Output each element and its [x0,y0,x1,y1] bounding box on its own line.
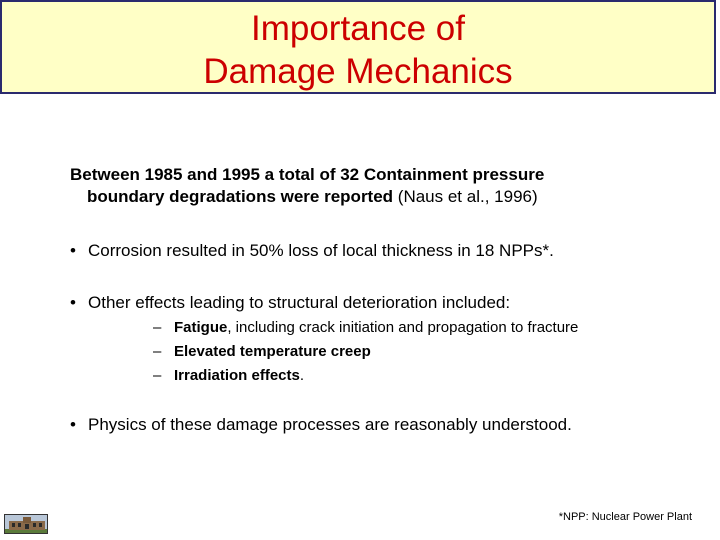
university-building-logo-icon [4,514,48,534]
title-line-2: Damage Mechanics [203,52,513,91]
footnote: *NPP: Nuclear Power Plant [558,511,692,523]
intro-line-2-bold: boundary degradations were reported [87,187,394,206]
bullet-glyph: • [70,415,76,434]
bullet-text: Corrosion resulted in 50% loss of local thickness in 18 NPPs*. [88,241,554,260]
dash-glyph: – [153,343,162,360]
sub-item-creep [153,342,371,362]
dash-glyph: – [153,319,162,336]
sub-item-bold: Elevated temperature creep [174,343,371,360]
title-banner [0,0,716,94]
intro-paragraph [70,164,670,208]
sub-item-bold: Fatigue [174,319,228,336]
intro-citation: (Naus et al., 1996) [393,187,538,206]
sub-item-rest: . [299,367,305,384]
sub-item-irradiation [153,366,304,386]
sub-item-rest: , including crack initiation and propagation to fracture [227,319,579,336]
bullet-glyph: • [70,293,76,312]
bullet-text: Physics of these damage processes are reasonably understood. [88,415,572,434]
intro-line-1: Between 1985 and 1995 a total of 32 Containment pressure [70,165,545,184]
bullet-text: Other effects leading to structural deterioration included: [88,293,511,312]
title-line-1: Importance of [251,9,465,48]
bullet-physics [70,414,710,436]
bullet-corrosion [70,240,710,262]
bullet-glyph: • [70,241,76,260]
bullet-other-effects [70,292,710,314]
sub-item-fatigue [153,318,578,338]
intro-line-2 [70,186,670,208]
sub-item-bold: Irradiation effects [174,367,300,384]
dash-glyph: – [153,367,162,384]
logo-graphic [5,515,48,534]
